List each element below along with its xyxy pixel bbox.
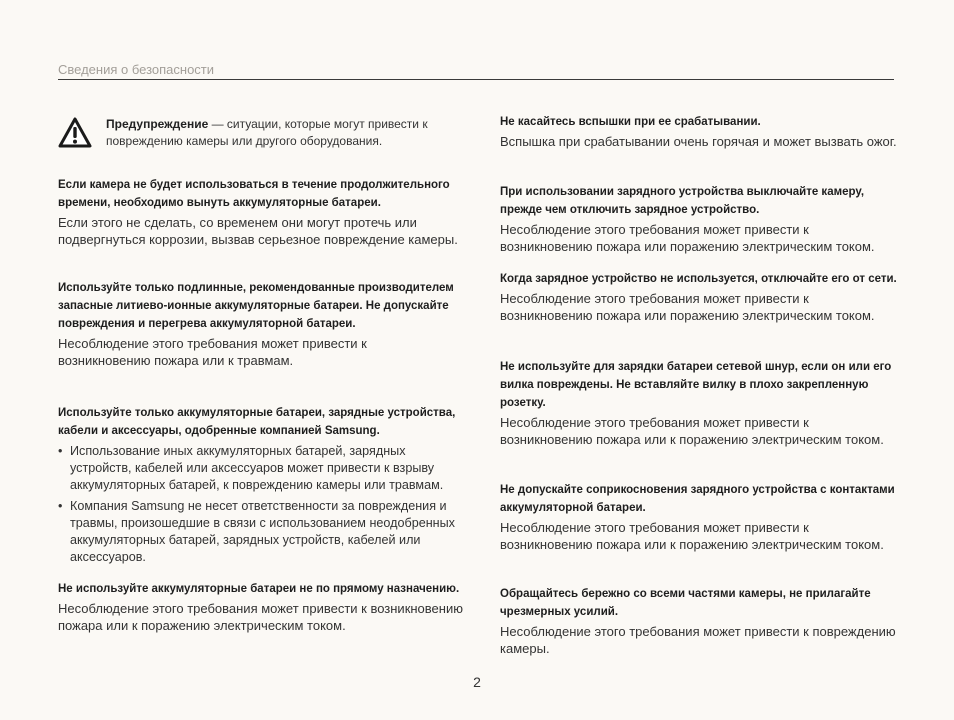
section-body: Если этого не сделать, со временем они могут протечь или подвергнуться коррозии, вызвав серьезное повреждение камеры. (58, 215, 458, 247)
warning-notice (58, 116, 458, 150)
left-section-3 (58, 404, 463, 570)
list-item (58, 443, 463, 494)
section-body: Несоблюдение этого требования может привести к возникновению пожара или поражению электрическим током. (500, 222, 875, 254)
warning-text (106, 116, 458, 150)
right-section-4 (500, 358, 900, 448)
list-item (58, 498, 463, 566)
section-heading: Не используйте аккумуляторные батареи не по прямому назначению. (58, 583, 460, 595)
warning-triangle-icon (58, 116, 92, 150)
section-heading: Когда зарядное устройство не используется, отключайте его от сети. (500, 273, 897, 285)
left-section-2 (58, 279, 458, 369)
bullet-text: Компания Samsung не несет ответственности за повреждения и травмы, произошедшие в связи с использованием неодобренных аккумуляторных батарей, зарядных устройств, кабелей или аксессуаров. (70, 499, 455, 564)
bullet-symbol: • (58, 444, 63, 458)
section-heading: Используйте только подлинные, рекомендованные производителем запасные литиево-ионные аккумуляторные батареи. Не допускайте повреждения и перегрева аккумуляторной батареи. (58, 282, 454, 330)
section-heading: Не касайтесь вспышки при ее срабатывании. (500, 116, 761, 128)
right-section-5 (500, 481, 900, 553)
left-section-1 (58, 176, 463, 248)
section-heading: Не допускайте соприкосновения зарядного устройства с контактами аккумуляторной батареи. (500, 484, 895, 514)
right-section-6 (500, 585, 900, 657)
section-heading: Не используйте для зарядки батареи сетевой шнур, если он или его вилка повреждены. Не вставляйте вилку в плохо закрепленную розетку. (500, 361, 892, 409)
section-body: Несоблюдение этого требования может привести к возникновению пожара или к поражению электрическим током. (58, 601, 463, 633)
warning-label: Предупреждение (106, 117, 209, 131)
section-heading: Используйте только аккумуляторные батареи, зарядные устройства, кабели и аксессуары, одобренные компанией Samsung. (58, 407, 456, 437)
section-body: Вспышка при срабатывании очень горячая и может вызвать ожог. (500, 134, 897, 149)
section-heading: Обращайтесь бережно со всеми частями камеры, не прилагайте чрезмерных усилий. (500, 588, 871, 618)
bullet-text: Использование иных аккумуляторных батарей, зарядных устройств, кабелей или аксессуаров может привести к взрыву аккумуляторных батарей, к повреждению камеры или травмам. (70, 444, 444, 492)
bullet-symbol: • (58, 499, 63, 513)
section-body: Несоблюдение этого требования может привести к возникновению пожара или к поражению электрическим током. (500, 415, 884, 447)
section-body: Несоблюдение этого требования может привести к возникновению пожара или к поражению электрическим током. (500, 520, 884, 552)
bullet-list (58, 443, 463, 566)
section-heading: Если камера не будет использоваться в течение продолжительного времени, необходимо вынуть аккумуляторные батареи. (58, 179, 450, 209)
section-body: Несоблюдение этого требования может привести к повреждению камеры. (500, 624, 896, 656)
page-header (58, 62, 894, 80)
warning-description: — ситуации, которые могут привести к повреждению камеры или другого оборудования. (106, 117, 428, 148)
section-title: Сведения о безопасности (58, 62, 215, 77)
section-body: Несоблюдение этого требования может привести к возникновению пожара или к травмам. (58, 336, 367, 368)
right-section-3 (500, 270, 900, 324)
page-number: 2 (473, 674, 481, 690)
section-heading: При использовании зарядного устройства выключайте камеру, прежде чем отключить зарядное устройство. (500, 186, 865, 216)
left-section-4 (58, 580, 463, 634)
right-section-1 (500, 113, 900, 150)
section-body: Несоблюдение этого требования может привести к возникновению пожара или поражению электрическим током. (500, 291, 875, 323)
right-section-2 (500, 183, 900, 255)
